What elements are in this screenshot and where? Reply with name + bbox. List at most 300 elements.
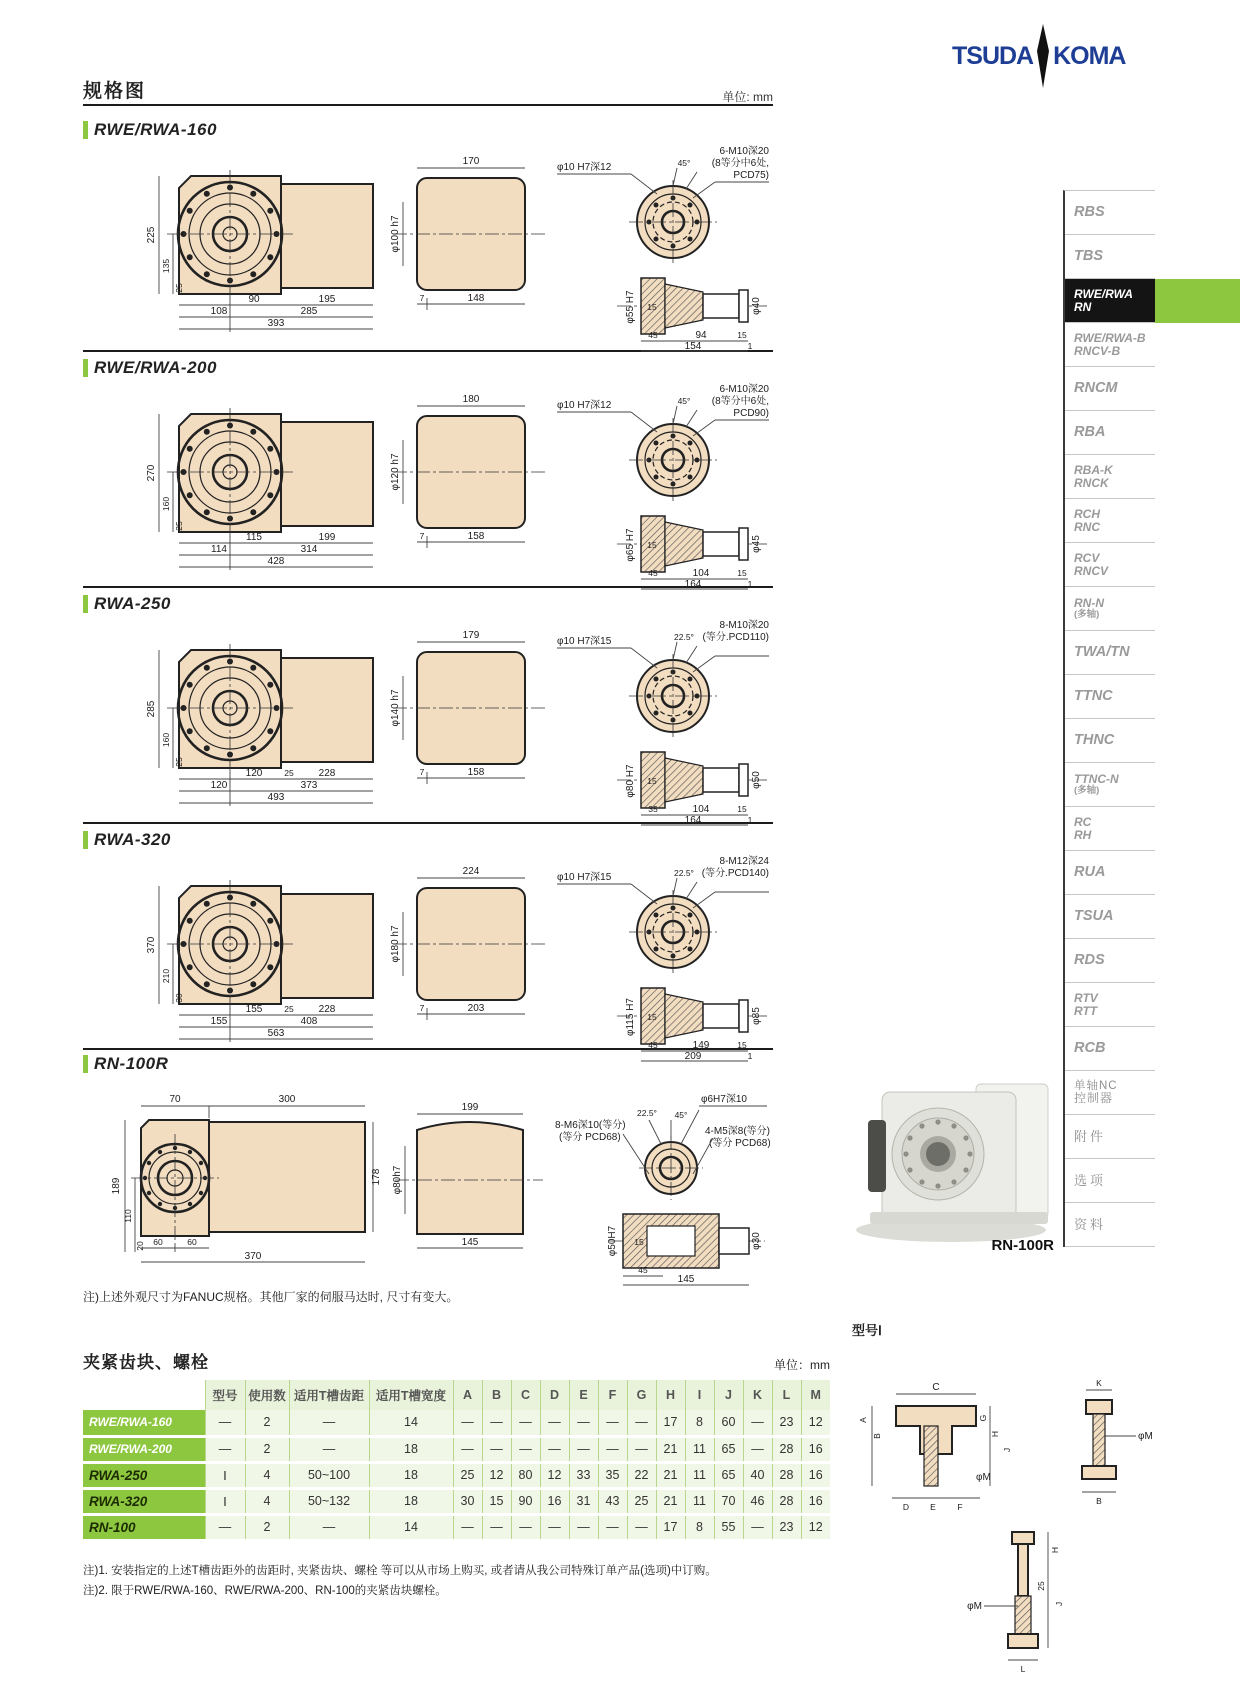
dim-label: 199	[318, 532, 336, 543]
sidebar-item-单轴nc[interactable]	[1065, 1071, 1155, 1115]
value-cell: 50~100	[289, 1462, 369, 1488]
dim-label: 160	[161, 732, 171, 748]
value-cell: 33	[569, 1462, 598, 1488]
dim-label: H	[1050, 1546, 1060, 1554]
dim-label: 45°	[677, 396, 691, 406]
value-cell: 18	[369, 1488, 453, 1514]
value-cell: —	[540, 1410, 569, 1436]
value-cell: —	[540, 1514, 569, 1540]
dim-label: 15	[647, 540, 657, 550]
value-cell: 25	[627, 1488, 656, 1514]
sidebar-item-label: RC	[1074, 814, 1092, 829]
product-series-sidebar	[1063, 190, 1155, 1247]
section-title: RWA-320	[94, 830, 171, 849]
value-cell: 22	[627, 1462, 656, 1488]
dim-label: 408	[300, 1016, 318, 1027]
value-cell: —	[453, 1410, 482, 1436]
front-view-drawing	[83, 142, 383, 352]
dim-label: F	[957, 1502, 963, 1512]
value-cell: 31	[569, 1488, 598, 1514]
sidebar-item-label: RUA	[1074, 863, 1106, 880]
front-view-drawing	[83, 852, 383, 1062]
value-cell: —	[205, 1410, 245, 1436]
dim-label: 145	[677, 1274, 695, 1285]
sidebar-item-rc[interactable]	[1065, 807, 1155, 851]
sidebar-item-资料[interactable]	[1065, 1203, 1155, 1247]
value-cell: —	[511, 1410, 540, 1436]
dim-label: 15	[634, 1237, 644, 1247]
dim-label: 158	[467, 531, 485, 542]
value-cell: —	[205, 1436, 245, 1462]
dim-label: 210	[161, 968, 171, 984]
value-cell: 14	[369, 1410, 453, 1436]
dim-label: 94	[695, 330, 707, 341]
dim-label: E	[930, 1502, 936, 1512]
value-cell: 2	[245, 1410, 289, 1436]
sidebar-item-thnc[interactable]	[1065, 719, 1155, 763]
value-cell: 25	[453, 1462, 482, 1488]
value-cell: —	[743, 1410, 772, 1436]
col-header: L	[772, 1380, 801, 1410]
value-cell: 8	[685, 1410, 714, 1436]
sidebar-item-rua[interactable]	[1065, 851, 1155, 895]
value-cell: —	[482, 1436, 511, 1462]
dim-label: 45°	[677, 158, 691, 168]
value-cell: 4	[245, 1488, 289, 1514]
sidebar-item-ttnc-n[interactable]	[1065, 763, 1155, 807]
dim-label: 8-M12深24	[719, 856, 769, 867]
dim-label: 104	[692, 804, 710, 815]
dim-label: 209	[684, 1051, 702, 1062]
flange-detail-drawing	[553, 852, 773, 1062]
sidebar-item-label: TWA/TN	[1074, 643, 1130, 660]
product-photo-image	[826, 1058, 1064, 1260]
dim-label: 45	[648, 568, 658, 578]
sidebar-item-label: TTNC	[1074, 687, 1113, 704]
value-cell: 17	[656, 1410, 685, 1436]
value-cell: 21	[656, 1462, 685, 1488]
dim-label: 428	[267, 556, 285, 567]
logo-text-left: TSUDA	[952, 41, 1034, 70]
col-header: I	[685, 1380, 714, 1410]
dim-label: B	[872, 1433, 882, 1439]
dim-label: φ10 H7深12	[557, 162, 612, 173]
value-cell: —	[743, 1436, 772, 1462]
sidebar-item-rds[interactable]	[1065, 939, 1155, 983]
dim-label: φ120 h7	[390, 453, 401, 491]
value-cell: —	[453, 1436, 482, 1462]
sidebar-item-附件[interactable]	[1065, 1115, 1155, 1159]
dim-label: 285	[300, 306, 318, 317]
col-header: G	[627, 1380, 656, 1410]
dim-label: φ55 H7	[625, 290, 636, 324]
sidebar-item-label2: RN	[1074, 299, 1092, 314]
spec-section-rn100r	[83, 1052, 773, 1286]
sidebar-item-label: 附件	[1074, 1128, 1107, 1144]
table-row	[83, 1410, 830, 1436]
sidebar-item-rn-n[interactable]	[1065, 587, 1155, 631]
value-cell: —	[743, 1514, 772, 1540]
col-header: E	[569, 1380, 598, 1410]
dim-label: G	[978, 1414, 988, 1422]
sidebar-item-rba[interactable]	[1065, 411, 1155, 455]
value-cell: 65	[714, 1462, 743, 1488]
value-cell: 11	[685, 1462, 714, 1488]
spec-section-3	[83, 828, 773, 1062]
dim-label: (等分 PCD68)	[709, 1138, 771, 1149]
dim-label: 25	[1036, 1581, 1046, 1591]
dim-label: 8-M6深10(等分)	[555, 1120, 626, 1131]
dim-label: φ50	[751, 771, 762, 789]
dim-label: J	[1054, 1601, 1064, 1607]
section-title: RWE/RWA-200	[94, 358, 217, 377]
dim-label: 1	[747, 341, 753, 351]
sidebar-item-label: 选项	[1074, 1172, 1107, 1188]
flange-detail-drawing	[553, 142, 773, 352]
dim-label: 6-M10深20	[719, 146, 769, 157]
value-cell: 65	[714, 1436, 743, 1462]
spec-section-0	[83, 118, 773, 352]
dim-label: φ115 H7	[625, 998, 636, 1036]
dim-label: 22.5°	[674, 632, 694, 642]
col-header: J	[714, 1380, 743, 1410]
dim-label: 225	[146, 226, 157, 244]
value-cell: —	[289, 1436, 369, 1462]
value-cell: 12	[482, 1462, 511, 1488]
dim-label: φ6H7深10	[701, 1094, 747, 1105]
value-cell: 23	[772, 1514, 801, 1540]
value-cell: 23	[772, 1410, 801, 1436]
sidebar-item-label2: RNC	[1074, 519, 1100, 534]
dim-label: 15	[647, 776, 657, 786]
dim-label: 70	[169, 1094, 181, 1105]
value-cell: 46	[743, 1488, 772, 1514]
dim-label: φ10 H7深15	[557, 636, 612, 647]
sidebar-item-rbs[interactable]	[1065, 191, 1155, 235]
dim-label: 7	[419, 767, 425, 777]
value-cell: —	[569, 1436, 598, 1462]
sidebar-item-label: RBS	[1074, 203, 1105, 220]
value-cell: 28	[772, 1436, 801, 1462]
front-view-drawing	[83, 380, 383, 590]
value-cell: 70	[714, 1488, 743, 1514]
value-cell: 35	[598, 1462, 627, 1488]
dim-label: 20	[135, 1241, 145, 1251]
dim-label: L	[1020, 1664, 1026, 1674]
green-accent-bar	[83, 595, 88, 613]
value-cell: 60	[714, 1410, 743, 1436]
table-note-2: 注)2. 限于RWE/RWA-160、RWE/RWA-200、RN-100的夹紧齿块螺栓。	[83, 1585, 447, 1597]
value-cell: 90	[511, 1488, 540, 1514]
table-note-1: 注)1. 安装指定的上述T槽齿距外的齿距时, 夹紧齿块、螺栓 等可以从市场上购买, 或者请从我公司特殊订单产品(选项)中订购。	[83, 1565, 717, 1577]
dim-label: φ80 H7	[625, 764, 636, 798]
value-cell: —	[598, 1514, 627, 1540]
sidebar-item-rtv[interactable]	[1065, 983, 1155, 1027]
sidebar-item-label2: RNCV-B	[1074, 343, 1121, 358]
side-view-drawing	[383, 1076, 553, 1286]
corner-cell	[83, 1380, 205, 1410]
value-cell: 12	[801, 1514, 830, 1540]
sidebar-item-tsua[interactable]	[1065, 895, 1155, 939]
dim-label: 145	[461, 1237, 479, 1248]
dim-label: 1	[747, 1051, 753, 1061]
sidebar-item-label2: RNCK	[1074, 475, 1109, 490]
dim-label: (等分.PCD140)	[701, 868, 769, 879]
dim-label: D	[902, 1502, 910, 1512]
value-cell: 28	[772, 1462, 801, 1488]
model-cell: RWA-320	[83, 1488, 205, 1514]
dim-label: 35	[648, 804, 658, 814]
dim-label: 149	[692, 1040, 710, 1051]
side-view-drawing	[383, 142, 553, 352]
value-cell: 18	[369, 1436, 453, 1462]
dim-label: 1	[747, 579, 753, 589]
table-row	[83, 1462, 830, 1488]
dim-label: K	[1096, 1378, 1102, 1388]
dim-label: B	[1096, 1496, 1102, 1506]
value-cell: —	[289, 1410, 369, 1436]
value-cell: 21	[656, 1488, 685, 1514]
green-accent-bar	[83, 359, 88, 377]
dim-label: C	[932, 1382, 940, 1393]
sidebar-item-label2: RTT	[1074, 1003, 1098, 1018]
value-cell: 43	[598, 1488, 627, 1514]
dim-label: 199	[461, 1102, 479, 1113]
sidebar-item-ttnc[interactable]	[1065, 675, 1155, 719]
sidebar-item-label: TTNC-N	[1074, 772, 1119, 787]
dim-label: φ45	[751, 535, 762, 553]
sidebar-item-rncm[interactable]	[1065, 367, 1155, 411]
dim-label: 15	[737, 804, 747, 814]
title-rule	[83, 104, 773, 106]
sidebar-item-label: RTV	[1074, 990, 1098, 1005]
value-cell: 28	[772, 1488, 801, 1514]
front-view-drawing	[83, 616, 383, 826]
section-title: RN-100R	[94, 1054, 169, 1073]
side-view-drawing	[383, 616, 553, 826]
col-header: D	[540, 1380, 569, 1410]
dim-label: 370	[244, 1251, 262, 1262]
value-cell: —	[598, 1436, 627, 1462]
dim-label: 15	[737, 1040, 747, 1050]
dim-label: 224	[462, 866, 480, 877]
dim-label: 155	[210, 1016, 228, 1027]
value-cell: —	[453, 1514, 482, 1540]
sidebar-item-rcv[interactable]	[1065, 543, 1155, 587]
value-cell: 4	[245, 1462, 289, 1488]
dim-label: 154	[684, 341, 702, 352]
dim-label: 148	[467, 293, 485, 304]
value-cell: 12	[801, 1410, 830, 1436]
col-header: A	[453, 1380, 482, 1410]
dim-label: 179	[462, 630, 480, 641]
model-cell: RN-100	[83, 1514, 205, 1540]
dim-label: 22.5°	[674, 868, 694, 878]
col-header: 适用T槽齿距	[289, 1380, 369, 1410]
dim-label: 60	[187, 1237, 197, 1247]
dim-label: 203	[467, 1003, 485, 1014]
sidebar-item-tbs[interactable]	[1065, 235, 1155, 279]
value-cell: 21	[656, 1436, 685, 1462]
dim-label: 115	[246, 532, 262, 543]
value-cell: —	[205, 1514, 245, 1540]
logo-text-right: KOMA	[1053, 41, 1126, 70]
dim-label: φ100 h7	[390, 215, 401, 253]
photo-caption: RN-100R	[991, 1237, 1054, 1254]
sidebar-item-rch[interactable]	[1065, 499, 1155, 543]
dim-label: 7	[419, 531, 425, 541]
sidebar-item-label: RNCM	[1074, 379, 1118, 396]
dim-label: 45	[648, 1040, 658, 1050]
dim-label: 189	[111, 1177, 122, 1195]
spec-section-1	[83, 356, 773, 590]
sidebar-item-选项[interactable]	[1065, 1159, 1155, 1203]
dim-label: 285	[146, 700, 157, 718]
dim-label: 164	[684, 815, 702, 826]
dim-label: 370	[146, 936, 157, 954]
green-accent-bar	[83, 121, 88, 139]
value-cell: 16	[801, 1462, 830, 1488]
sidebar-item-label: RWE/RWA-B	[1074, 330, 1146, 345]
sidebar-item-label: RWE/RWA	[1074, 286, 1133, 301]
spec-section-2	[83, 592, 773, 826]
sidebar-item-label2: 控制器	[1074, 1091, 1114, 1106]
side-view-drawing	[383, 852, 553, 1062]
sidebar-item-rwe-rwa-b[interactable]	[1065, 323, 1155, 367]
sidebar-item-label2: RH	[1074, 827, 1092, 842]
value-cell: 40	[743, 1462, 772, 1488]
value-cell: 17	[656, 1514, 685, 1540]
dim-label: φ180 h7	[390, 925, 401, 963]
dim-label: φ140 h7	[390, 689, 401, 727]
dim-label: 393	[267, 318, 285, 329]
dim-label: 228	[318, 1004, 336, 1015]
dim-label: 90	[248, 294, 260, 305]
value-cell: 11	[685, 1436, 714, 1462]
sidebar-item-rcb[interactable]	[1065, 1027, 1155, 1071]
dim-label: 155	[245, 1004, 263, 1015]
dim-label: 7	[419, 293, 425, 303]
dim-label: 6-M10深20	[719, 384, 769, 395]
dim-label: 270	[146, 464, 157, 482]
value-cell: 2	[245, 1514, 289, 1540]
dim-label: 22.5°	[637, 1108, 657, 1118]
table-row	[83, 1514, 830, 1540]
dim-label: 25	[284, 768, 294, 778]
side-view-drawing	[383, 380, 553, 590]
value-cell: —	[482, 1410, 511, 1436]
dim-label: 314	[300, 544, 318, 555]
value-cell: 8	[685, 1514, 714, 1540]
dim-label: (等分 PCD68)	[559, 1132, 621, 1143]
sidebar-item-label: 资料	[1074, 1216, 1107, 1232]
dim-label: 300	[278, 1094, 296, 1105]
col-header: K	[743, 1380, 772, 1410]
dim-label: 8-M10深20	[719, 620, 769, 631]
dim-label: 45	[638, 1265, 648, 1275]
flange-detail-drawing	[553, 1076, 773, 1286]
green-accent-bar	[83, 831, 88, 849]
dim-label: 45	[648, 330, 658, 340]
value-cell: —	[511, 1436, 540, 1462]
model-cell: RWE/RWA-200	[83, 1436, 205, 1462]
note-fanuc: 注)上述外观尺寸为FANUC规格。其他厂家的伺服马达时, 尺寸有变大。	[83, 1290, 459, 1304]
unit-label-top: 单位: mm	[722, 90, 773, 104]
dim-label: 164	[684, 579, 702, 590]
clamp-spec-table	[83, 1380, 830, 1542]
dim-label: 25	[284, 1004, 294, 1014]
sidebar-item-label: RCV	[1074, 550, 1100, 565]
dim-label: φ65 H7	[625, 528, 636, 562]
sidebar-item-label2: RNCV	[1074, 563, 1109, 578]
sidebar-item-label: THNC	[1074, 731, 1115, 748]
value-cell: —	[598, 1410, 627, 1436]
model-cell: RWA-250	[83, 1462, 205, 1488]
dim-label: 114	[211, 544, 227, 555]
dim-label: 195	[318, 294, 336, 305]
dim-label: 110	[123, 1209, 133, 1223]
dim-label: H	[990, 1430, 1000, 1438]
flange-detail-drawing	[553, 616, 773, 826]
value-cell: 16	[801, 1436, 830, 1462]
dim-label: 15	[647, 302, 657, 312]
dim-label: 493	[267, 792, 285, 803]
value-cell: 18	[369, 1462, 453, 1488]
col-header: C	[511, 1380, 540, 1410]
page-title: 规格图	[83, 81, 147, 102]
dim-label: φ10 H7深12	[557, 400, 612, 411]
sidebar-item-twa-tn[interactable]	[1065, 631, 1155, 675]
dim-label: φM	[976, 1472, 991, 1483]
sidebar-item-rba-k[interactable]	[1065, 455, 1155, 499]
col-header: 适用T槽宽度	[369, 1380, 453, 1410]
value-cell: 12	[540, 1462, 569, 1488]
col-header: 型号	[205, 1380, 245, 1410]
value-cell: —	[482, 1514, 511, 1540]
value-cell: —	[569, 1410, 598, 1436]
dim-label: φ30	[751, 1232, 762, 1250]
dim-label: φM	[967, 1601, 982, 1612]
unit-label-bottom: 单位：mm	[774, 1358, 830, 1372]
value-cell: 11	[685, 1488, 714, 1514]
dim-label: A	[858, 1417, 868, 1423]
dim-label: 1	[747, 815, 753, 825]
front-view-drawing	[83, 1076, 383, 1286]
dim-label: J	[1002, 1447, 1012, 1453]
table-row	[83, 1436, 830, 1462]
dim-label: (8等分中6处,	[711, 158, 769, 169]
col-header: 使用数	[245, 1380, 289, 1410]
model-type-diagram	[836, 1336, 1216, 1676]
sidebar-item-rwe-rwa[interactable]	[1065, 279, 1155, 323]
dim-label: φ85	[751, 1007, 762, 1025]
value-cell: —	[569, 1514, 598, 1540]
dim-label: 563	[267, 1028, 285, 1039]
dim-label: 15	[647, 1012, 657, 1022]
product-photo-rn100r	[826, 1058, 1064, 1260]
dim-label: 25	[174, 283, 184, 293]
sidebar-item-label: 单轴NC	[1074, 1080, 1118, 1093]
value-cell: —	[627, 1514, 656, 1540]
sidebar-item-label: RN-N	[1074, 596, 1104, 611]
section-title: RWA-250	[94, 594, 171, 613]
value-cell: Ⅰ	[205, 1488, 245, 1514]
table-row	[83, 1488, 830, 1514]
value-cell: —	[627, 1436, 656, 1462]
value-cell: 15	[482, 1488, 511, 1514]
clamp-section-title: 夹紧齿块、螺栓	[83, 1353, 209, 1372]
value-cell: 14	[369, 1514, 453, 1540]
